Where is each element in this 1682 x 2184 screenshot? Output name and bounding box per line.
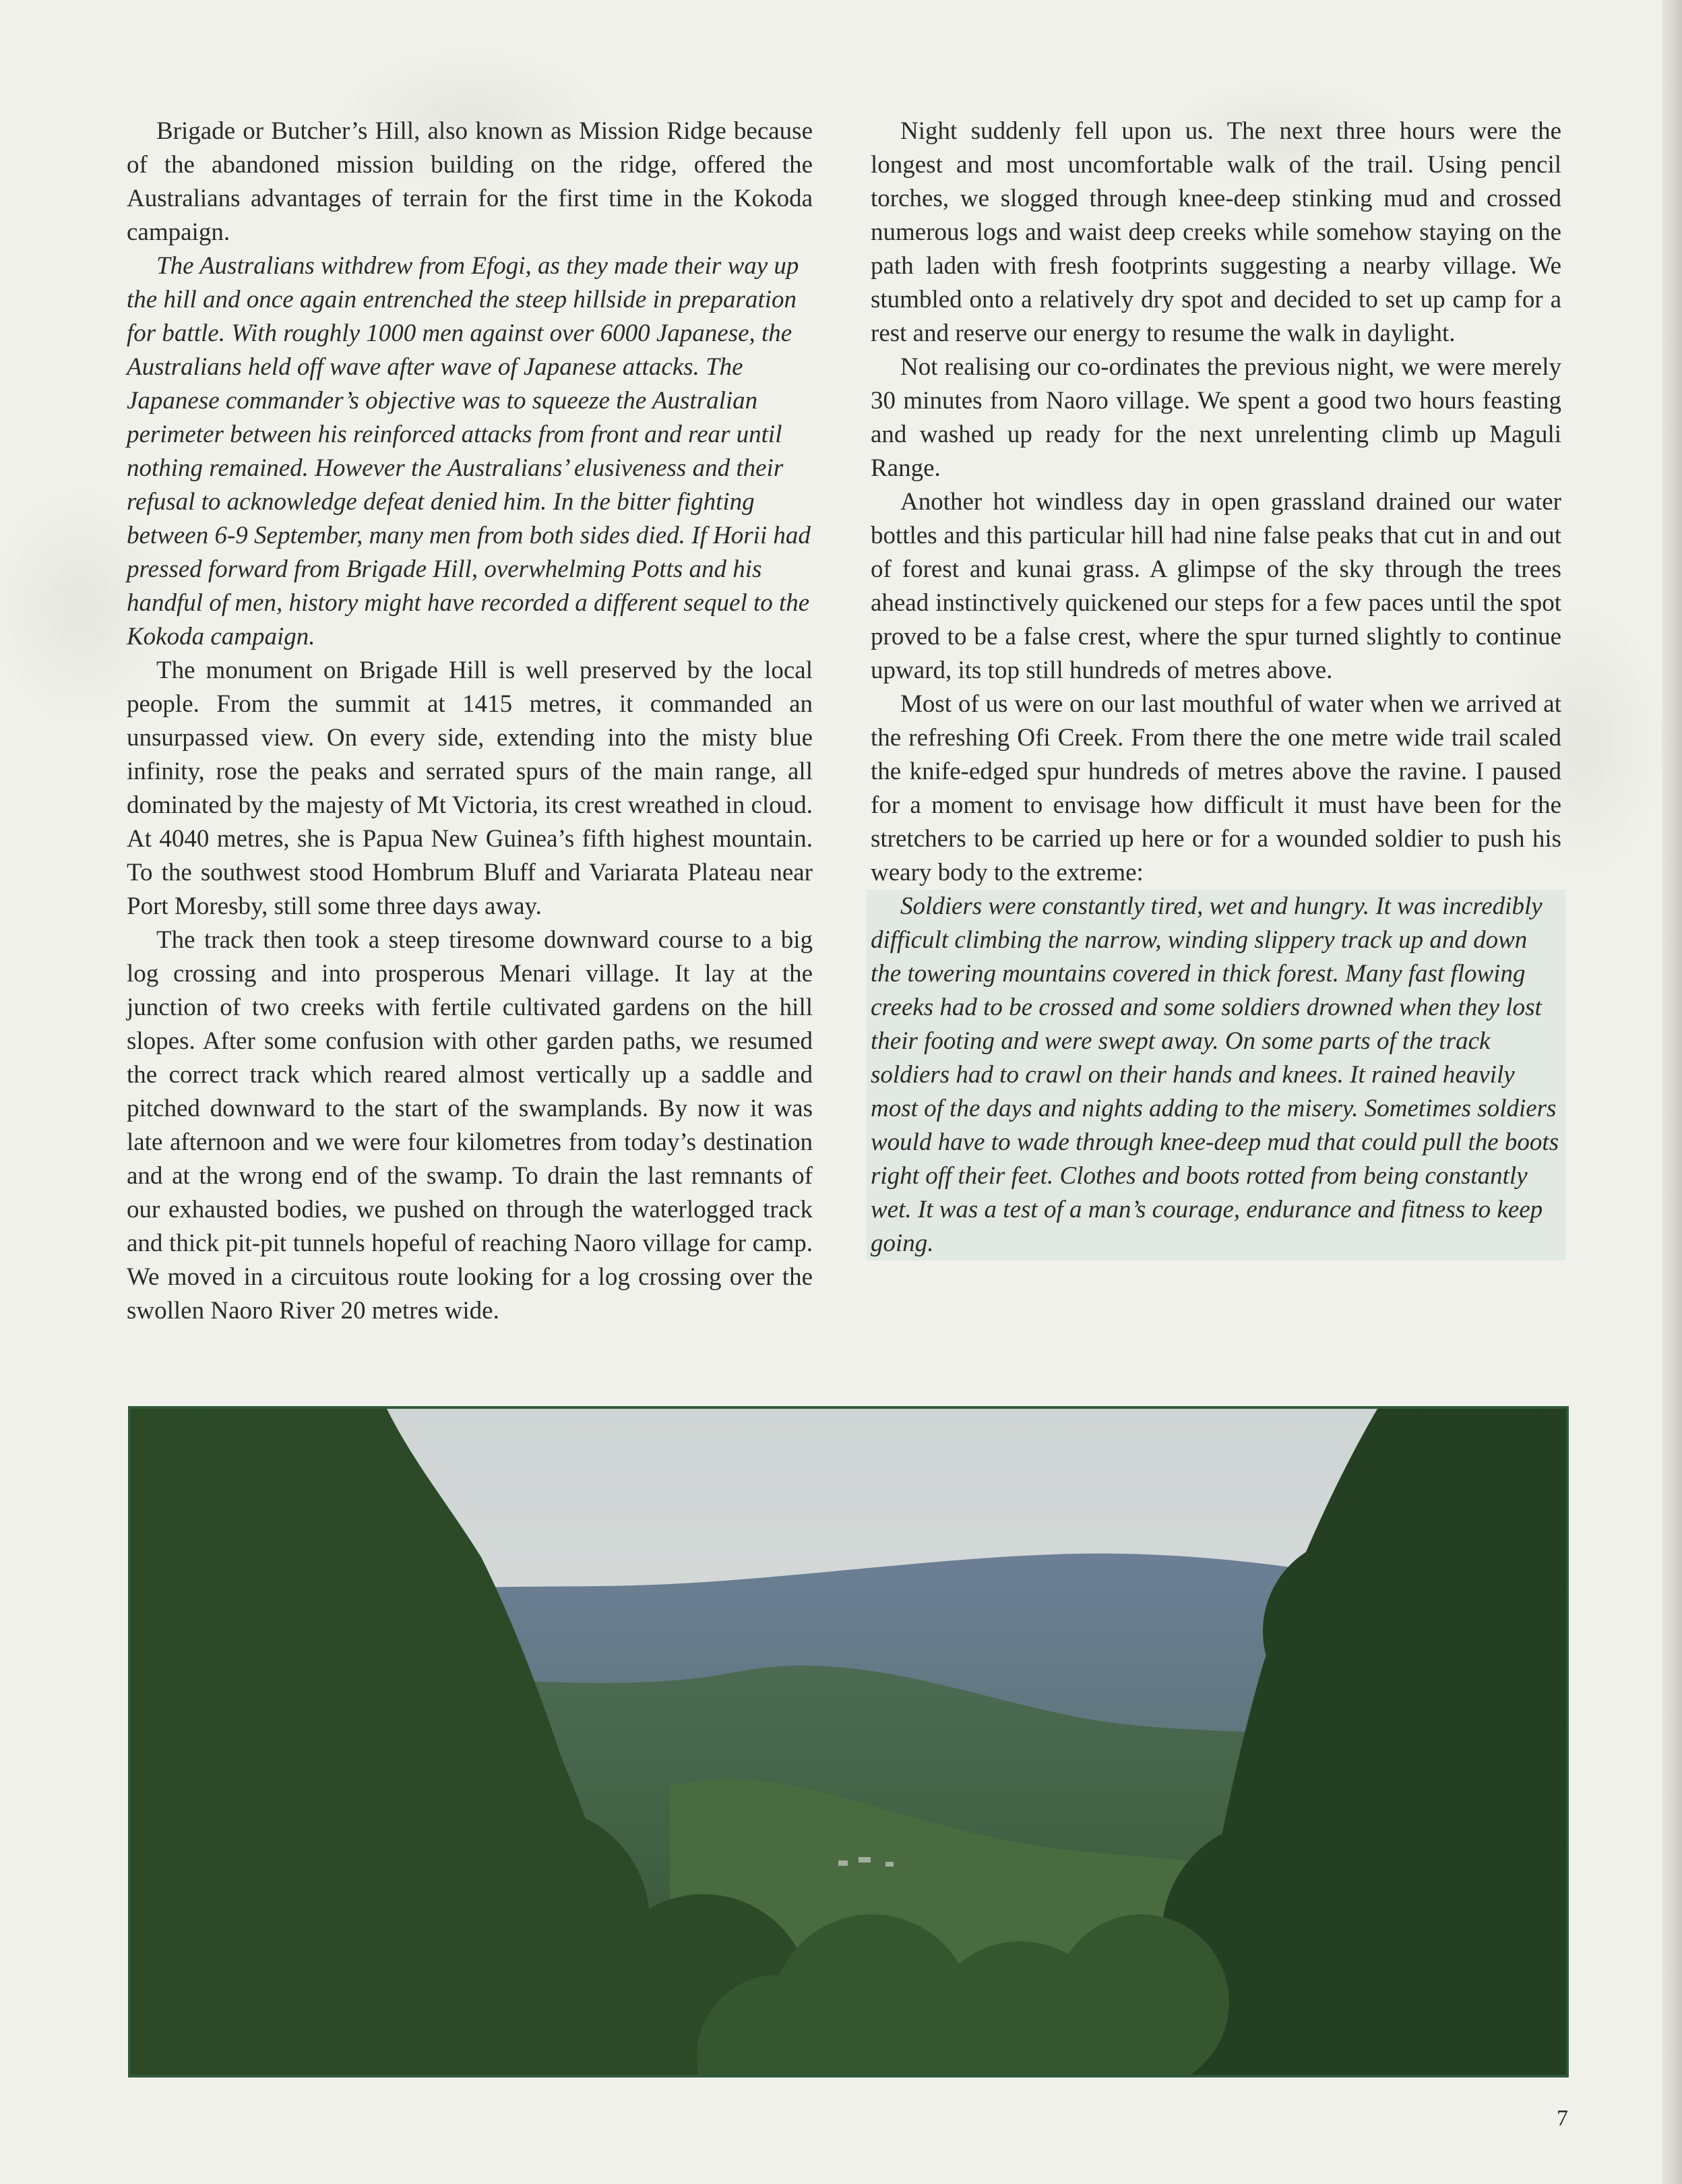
quote-box xyxy=(867,890,1565,1261)
left-column xyxy=(127,115,813,1328)
paragraph-menari: The track then took a steep tiresome downward course to a big log crossing and into prosperous Menari village. It lay at the junction of two creeks with fertile cultivated gardens on the hill slopes. After some confusion with other garden paths, we resumed the correct track which reared almost vertically up a saddle and pitched downward to the start of the swamplands. By now it was late afternoon and we were four kilometres from today’s destination and at the wrong end of the swamp. To drain the last remnants of our exhausted bodies, we pushed on through the waterlogged track and thick pit-pit tunnels hopeful of reaching Naoro village for camp. We moved in a circuitous route looking for a log crossing over the swollen Naoro River 20 metres wide. xyxy=(127,926,813,1325)
mountain-valley-image xyxy=(131,1409,1566,2075)
page-number: 7 xyxy=(1557,2106,1568,2131)
paragraph-monument: The monument on Brigade Hill is well preserved by the local people. From the summit at 1415 metres, it commanded an unsurpassed view. On every side, extending into the misty blue infinity, rose the peaks and serrated spurs of the main range, all dominated by the majesty of Mt Victoria, its crest wreathed in cloud. At 4040 metres, she is Papua New Guinea’s fifth highest mountain. To the southwest stood Hombrum Bluff and Variarata Plateau near Port Moresby, still some three days away. xyxy=(127,657,813,920)
paragraph-grassland: Another hot windless day in open grassland drained our water bottles and this particular hill had nine false peaks that cut in and out of forest and kunai grass. A glimpse of the sky through the trees ahead instinctively quickened our steps for a few paces until the spot proved to be a false crest, where the spur turned slightly to continue upward, its top still hundreds of metres above. xyxy=(871,488,1561,684)
page-edge xyxy=(1662,0,1682,2184)
landscape-photo xyxy=(128,1406,1569,2077)
paragraph-naoro: Not realising our co-ordinates the previous night, we were merely 30 minutes from Naoro village. We spent a good two hours feasting and washed up ready for the next unrelenting climb up Maguli Range. xyxy=(871,353,1561,482)
paragraph-ofi-creek: Most of us were on our last mouthful of water when we arrived at the refreshing Ofi Creek. From there the one metre wide trail scaled the knife-edged spur hundreds of metres above the ravine. I paused for a moment to envisage how difficult it must have been for the stretchers to be carried up here or for a wounded soldier to push his weary body to the extreme: xyxy=(871,690,1561,886)
italic-history-passage: The Australians withdrew from Efogi, as they made their way up the hill and once again entrenched the steep hillside in preparation for battle. With roughly 1000 men against over 6000 Japanese, the Australians held off wave after wave of Japanese attacks. The Japanese commander’s objective was to squeeze the Australian perimeter between his reinforced attacks from front and rear until nothing remained. However the Australians’ elusiveness and their refusal to acknowledge defeat denied him. In the bitter fighting between 6-9 September, many men from both sides died. If Horii had pressed forward from Brigade Hill, overwhelming Potts and his handful of men, history might have recorded a different sequel to the Kokoda campaign. xyxy=(127,252,811,650)
paragraph-night: Night suddenly fell upon us. The next three hours were the longest and most uncomfortable walk of the trail. Using pencil torches, we slogged through knee-deep stinking mud and crossed numerous logs and waist deep creeks while somehow staying on the path laden with fresh footprints suggesting a nearby village. We stumbled onto a relatively dry spot and decided to set up camp for a rest and reserve our energy to resume the walk in daylight. xyxy=(871,117,1561,347)
italic-soldiers-quote: Soldiers were constantly tired, wet and hungry. It was incredibly difficult climbing the narrow, winding slippery track up and down the towering mountains covered in thick forest. Many fast flowing creeks had to be crossed and some soldiers drowned when they lost their footing and were swept away. On some parts of the track soldiers had to crawl on their hands and knees. It rained heavily most of the days and nights adding to the misery. Sometimes soldiers would have to wade through knee-deep mud that could pull the boots right off their feet. Clothes and boots rotted from being constantly wet. It was a test of a man’s courage, endurance and fitness to keep going. xyxy=(871,892,1559,1257)
right-column xyxy=(871,115,1561,1261)
paragraph-brigade-hill: Brigade or Butcher’s Hill, also known as Mission Ridge because of the abandoned mission building on the ridge, offered the Australians advantages of terrain for the first time in the Kokoda campaign. xyxy=(127,117,813,246)
